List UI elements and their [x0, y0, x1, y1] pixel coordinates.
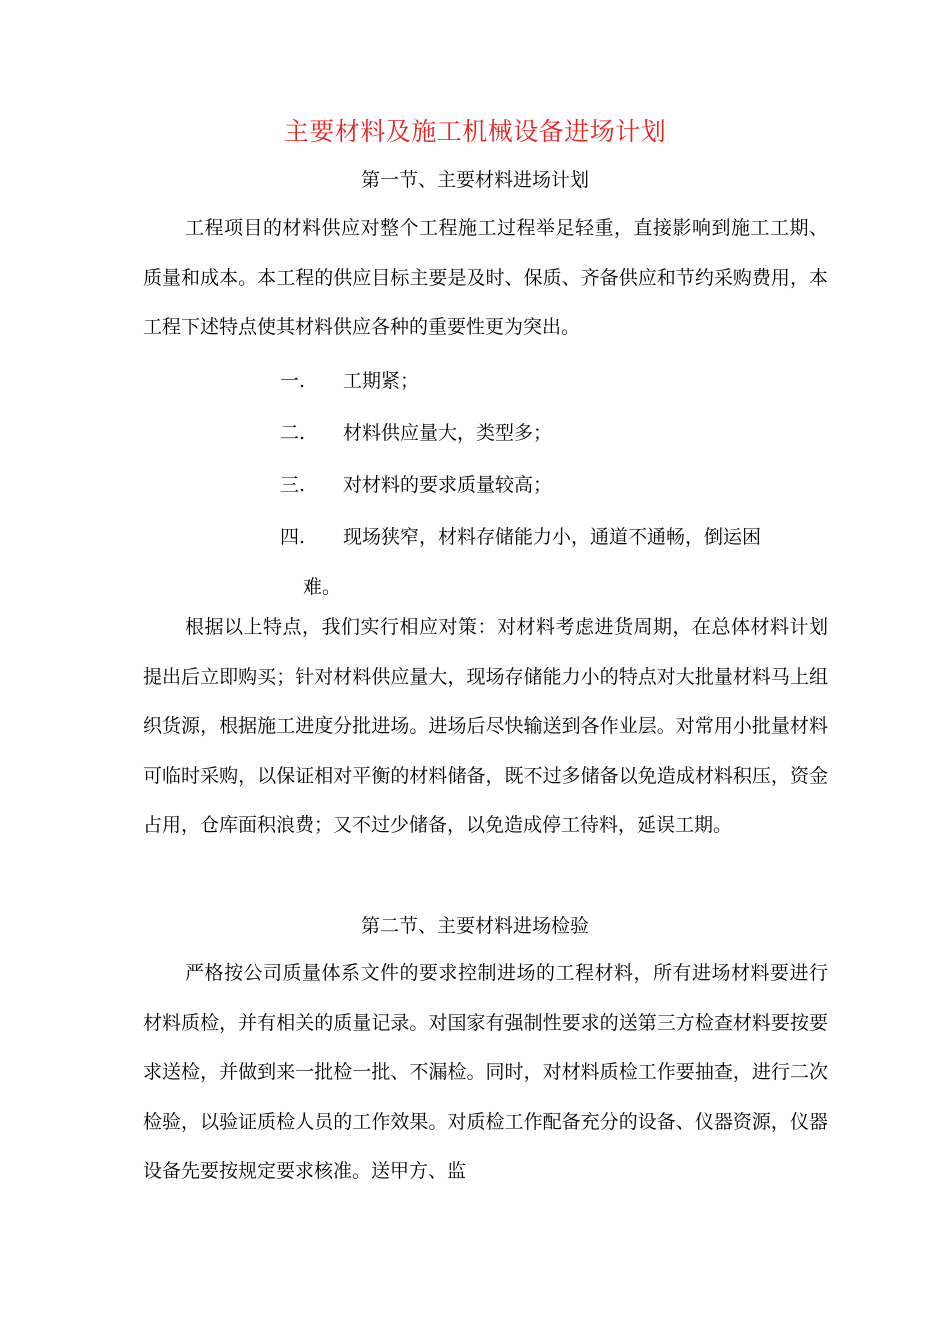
list-item — [0, 461, 950, 513]
list-item-number: 一. — [280, 370, 306, 392]
section-1-measures-paragraph: 根据以上特点，我们实行相应对策：对材料考虑进货周期，在总体材料计划提出后立即购买；针对材料供应量大，现场存储能力小的特点对大批量材料马上组织货源，根据施工进度分批进场。进场后尽快输送到各作业层。对常用小批量材料可临时采购，以保证相对平衡的材料储备，既不过多储备以免造成材料积压，资金占用，仓库面积浪费；又不过少储备，以免造成停工待料，延误工期。 — [143, 616, 828, 836]
section-1-heading: 第一节、主要材料进场计划 — [360, 169, 589, 191]
list-item-text: 材料供应量大，类型多； — [343, 422, 553, 444]
list-item-number: 三. — [280, 474, 306, 496]
list-item — [0, 513, 950, 613]
list-item-text: 现场狭窄，材料存储能力小，通道不通畅，倒运困 — [343, 526, 762, 548]
section-1-intro-paragraph: 工程项目的材料供应对整个工程施工过程举足轻重，直接影响到施工工期、质量和成本。本工程的供应目标主要是及时、保质、齐备供应和节约采购费用，本工程下述特点使其材料供应各种的重要性更为突出。 — [143, 217, 828, 338]
section-2-heading: 第二节、主要材料进场检验 — [360, 915, 589, 937]
list-item-number: 二. — [280, 422, 306, 444]
list-item-continuation: 难。 — [303, 576, 342, 598]
list-item — [0, 409, 950, 461]
list-item-text: 工期紧； — [343, 370, 420, 392]
document-title: 主要材料及施工机械设备进场计划 — [283, 117, 667, 146]
list-item-text: 对材料的要求质量较高； — [343, 474, 553, 496]
list-item-number: 四. — [280, 526, 306, 548]
section-2-body-paragraph: 严格按公司质量体系文件的要求控制进场的工程材料，所有进场材料要进行材料质检，并有相关的质量记录。对国家有强制性要求的送第三方检查材料要按要求送检，并做到来一批检一批、不漏检。同时，对材料质检工作要抽查，进行二次检验，以验证质检人员的工作效果。对质检工作配备充分的设备、仪器资源，仪器设备先要按规定要求核准。送甲方、监 — [143, 962, 828, 1182]
list-item — [0, 357, 950, 409]
characteristics-list — [0, 357, 950, 613]
